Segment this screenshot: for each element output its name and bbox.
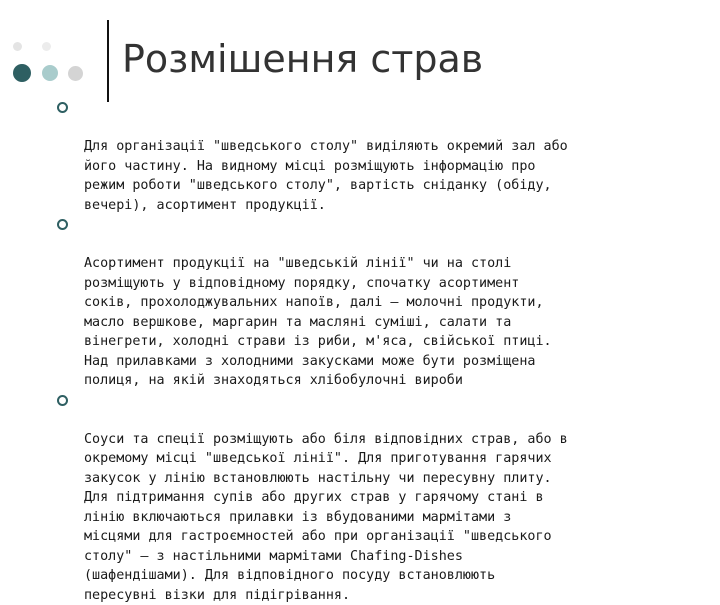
dot-grey (68, 66, 83, 81)
dot-dark (13, 64, 31, 82)
dot-faint-2 (42, 42, 51, 51)
dot-light-teal (42, 65, 58, 81)
bullet-list (84, 98, 684, 605)
bullet-text: Асортимент продукції на "шведській лінії" чи на столі розміщують у відповідному порядку, спочатку асортимент соків, прохолоджувальних напоїв, далі – молочні продукти, масло вершкове, маргарин та масляні суміші, салати та вінегрети, холодні страви із риби, м'яса, свійської птиці. Над прилавками з холодними закусками може бути розміщена полиця, на якій знаходяться хлібобулочні вироби (84, 256, 552, 388)
bullet-item (84, 215, 684, 391)
title-divider-line (107, 20, 109, 102)
bullet-ring-icon (57, 102, 68, 113)
decorative-dots (0, 0, 100, 100)
dot-faint-1 (13, 42, 22, 51)
bullet-ring-icon (57, 395, 68, 406)
bullet-item (84, 391, 684, 605)
bullet-text: Соуси та спеції розміщують або біля відповідних страв, або в окремому місці "шведської лінії". Для приготування гарячих закусок у лінію встановлюють настільну чи пересувну плиту. Для підтримання супів або других страв у гарячому стані в лінію включаються прилавки із вбудованими мармітами з місцями для гастроємностей або при організації "шведського столу" – з настільними мармітами Chafing-Dishes (шафендішами). Для відповідного посуду встановлюють пересувні візки для підігрівання. (84, 432, 568, 603)
bullet-text: Для організації "шведського столу" виділяють окремий зал або його частину. На видному місці розміщують інформацію про режим роботи "шведського столу", вартість сніданку (обіду, вечері), асортимент продукції. (84, 139, 568, 213)
bullet-item (84, 98, 684, 215)
slide-title: Розмішення страв (122, 36, 483, 82)
bullet-ring-icon (57, 219, 68, 230)
